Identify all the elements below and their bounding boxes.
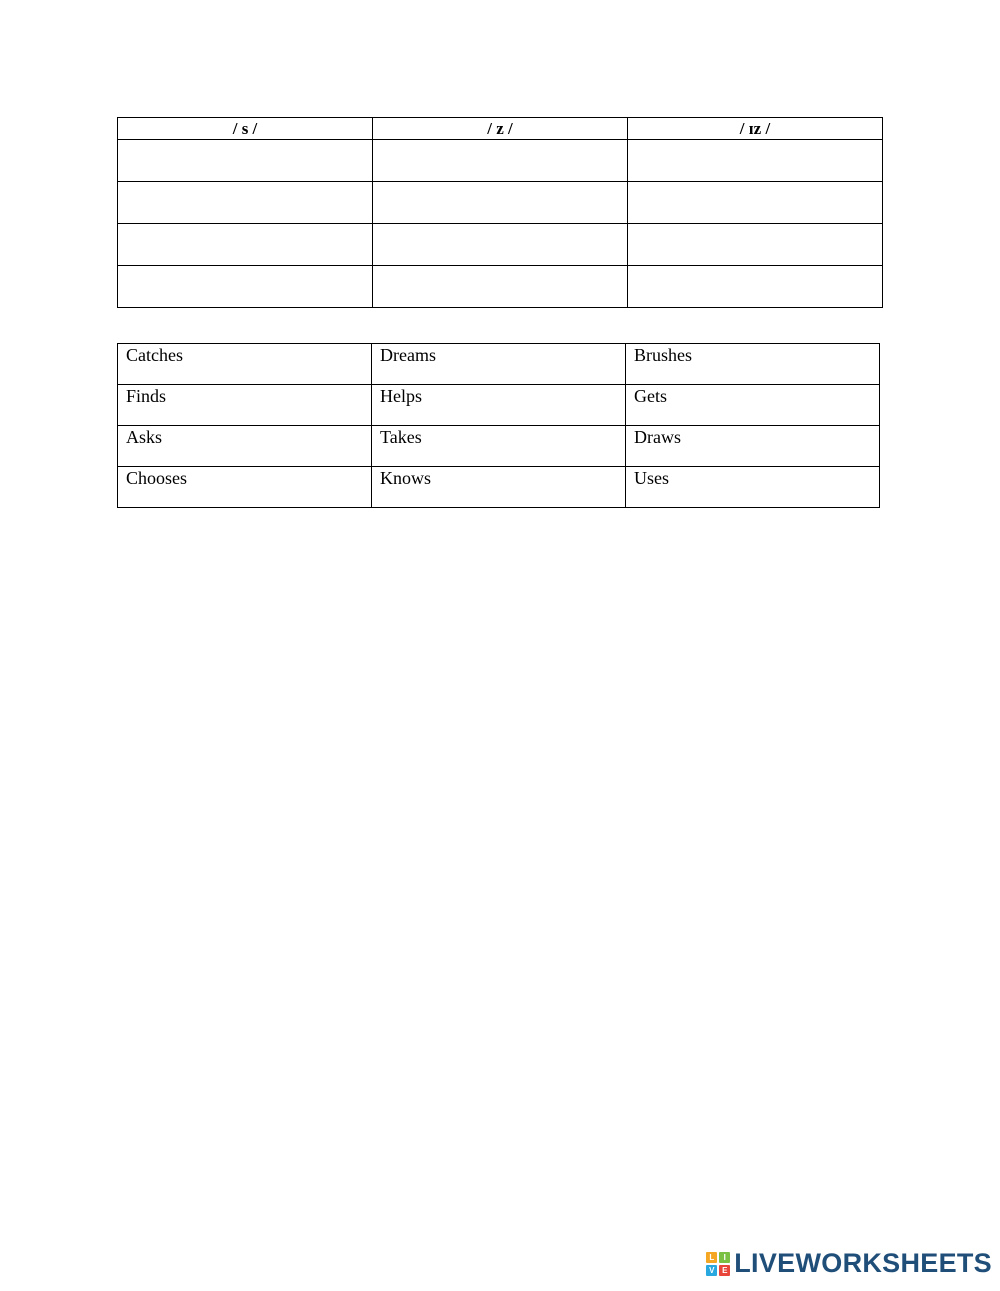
word-cell: Gets [626,385,880,426]
word-cell: Finds [118,385,372,426]
answer-cell-s[interactable] [118,140,373,182]
answer-cell-z[interactable] [373,266,628,308]
answer-cell-iz[interactable] [628,224,883,266]
word-cell: Dreams [372,344,626,385]
word-cell: Helps [372,385,626,426]
word-cell: Draws [626,426,880,467]
word-row [118,385,880,426]
word-cell: Takes [372,426,626,467]
answer-cell-s[interactable] [118,224,373,266]
word-row [118,344,880,385]
word-cell: Brushes [626,344,880,385]
answer-cell-iz[interactable] [628,140,883,182]
answer-row [118,266,883,308]
word-cell: Uses [626,467,880,508]
answer-row [118,224,883,266]
answer-cell-z[interactable] [373,140,628,182]
answer-cell-iz[interactable] [628,266,883,308]
word-row [118,467,880,508]
answer-cell-s[interactable] [118,266,373,308]
header-row [118,118,883,140]
logo-icon: L I V E [706,1252,730,1276]
answer-cell-s[interactable] [118,182,373,224]
word-row [118,426,880,467]
header-s: / s / [118,118,373,140]
answer-cell-z[interactable] [373,224,628,266]
word-cell: Catches [118,344,372,385]
sound-sort-table [117,117,883,308]
logo-text: LIVEWORKSHEETS [734,1248,992,1278]
answer-row [118,182,883,224]
word-bank-table [117,343,880,508]
word-cell: Asks [118,426,372,467]
liveworksheets-logo [706,1248,992,1279]
answer-cell-z[interactable] [373,182,628,224]
answer-row [118,140,883,182]
answer-cell-iz[interactable] [628,182,883,224]
header-iz: / ɪz / [628,118,883,140]
header-z: / z / [373,118,628,140]
word-cell: Chooses [118,467,372,508]
word-cell: Knows [372,467,626,508]
